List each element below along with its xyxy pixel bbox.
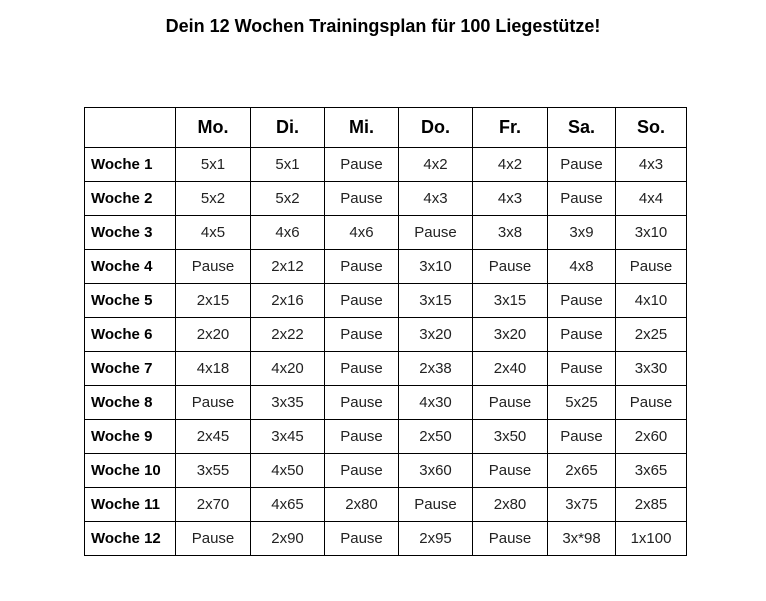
day-header-so: So. [616,108,687,148]
page-title: Dein 12 Wochen Trainingsplan für 100 Liegestütze! [165,16,601,36]
workout-cell: Pause [325,420,399,454]
week-label: Woche 7 [85,352,176,386]
table-row [85,250,687,284]
workout-cell: 3x15 [473,284,548,318]
workout-cell: 3x*98 [548,522,616,556]
table-row [85,148,687,182]
workout-cell: Pause [176,386,251,420]
table-row [85,352,687,386]
workout-cell: 2x25 [616,318,687,352]
week-label: Woche 3 [85,216,176,250]
workout-cell: Pause [616,386,687,420]
day-header-mo: Mo. [176,108,251,148]
workout-cell: Pause [399,488,473,522]
workout-cell: Pause [325,522,399,556]
workout-cell: 4x2 [473,148,548,182]
table-row [85,488,687,522]
workout-cell: 3x55 [176,454,251,488]
workout-cell: 4x6 [325,216,399,250]
workout-cell: Pause [548,352,616,386]
workout-cell: Pause [616,250,687,284]
workout-cell: Pause [473,522,548,556]
workout-cell: Pause [548,420,616,454]
workout-cell: 3x15 [399,284,473,318]
workout-cell: 4x50 [251,454,325,488]
day-header-do: Do. [399,108,473,148]
workout-cell: 4x3 [616,148,687,182]
table-row [85,420,687,454]
workout-cell: 4x18 [176,352,251,386]
workout-cell: 3x8 [473,216,548,250]
workout-cell: 2x40 [473,352,548,386]
table-row [85,182,687,216]
workout-cell: 2x45 [176,420,251,454]
workout-cell: 2x22 [251,318,325,352]
week-label: Woche 1 [85,148,176,182]
workout-cell: 4x2 [399,148,473,182]
workout-cell: 4x6 [251,216,325,250]
workout-cell: Pause [473,386,548,420]
workout-cell: 2x38 [399,352,473,386]
workout-cell: 5x2 [251,182,325,216]
workout-cell: 4x10 [616,284,687,318]
week-label: Woche 11 [85,488,176,522]
workout-cell: Pause [548,284,616,318]
workout-cell: Pause [548,318,616,352]
workout-cell: 1x100 [616,522,687,556]
day-header-di: Di. [251,108,325,148]
workout-cell: 3x75 [548,488,616,522]
workout-cell: 4x65 [251,488,325,522]
workout-cell: Pause [325,182,399,216]
workout-cell: 2x85 [616,488,687,522]
workout-cell: Pause [325,386,399,420]
workout-cell: 3x50 [473,420,548,454]
workout-cell: 3x30 [616,352,687,386]
table-row [85,284,687,318]
week-label: Woche 10 [85,454,176,488]
workout-cell: 2x90 [251,522,325,556]
workout-cell: Pause [176,250,251,284]
workout-cell: Pause [399,216,473,250]
workout-cell: 5x25 [548,386,616,420]
workout-cell: 5x1 [251,148,325,182]
table-row [85,386,687,420]
table-row [85,454,687,488]
workout-cell: 3x65 [616,454,687,488]
workout-cell: 4x3 [473,182,548,216]
workout-cell: 3x20 [473,318,548,352]
workout-cell: 5x2 [176,182,251,216]
week-label: Woche 5 [85,284,176,318]
workout-cell: Pause [548,182,616,216]
workout-cell: 4x8 [548,250,616,284]
workout-cell: 2x80 [325,488,399,522]
workout-cell: Pause [176,522,251,556]
corner-cell [85,108,176,148]
workout-cell: Pause [473,250,548,284]
workout-cell: 4x5 [176,216,251,250]
workout-cell: 4x30 [399,386,473,420]
header-row [85,108,687,148]
workout-cell: 2x60 [616,420,687,454]
workout-cell: 5x1 [176,148,251,182]
week-label: Woche 2 [85,182,176,216]
workout-cell: Pause [325,148,399,182]
workout-cell: 2x15 [176,284,251,318]
workout-cell: 3x9 [548,216,616,250]
workout-cell: 2x65 [548,454,616,488]
day-header-mi: Mi. [325,108,399,148]
week-label: Woche 4 [85,250,176,284]
workout-cell: 3x35 [251,386,325,420]
workout-cell: 3x20 [399,318,473,352]
training-plan-table [84,107,687,556]
workout-cell: 2x70 [176,488,251,522]
workout-cell: 2x95 [399,522,473,556]
workout-cell: 2x16 [251,284,325,318]
week-label: Woche 12 [85,522,176,556]
workout-cell: 4x3 [399,182,473,216]
workout-cell: Pause [325,284,399,318]
week-label: Woche 9 [85,420,176,454]
workout-cell: 3x60 [399,454,473,488]
workout-cell: 4x20 [251,352,325,386]
week-label: Woche 6 [85,318,176,352]
table-row [85,318,687,352]
workout-cell: 4x4 [616,182,687,216]
workout-cell: 2x12 [251,250,325,284]
workout-cell: Pause [325,318,399,352]
workout-cell: 3x10 [399,250,473,284]
workout-cell: Pause [548,148,616,182]
workout-cell: 3x10 [616,216,687,250]
day-header-fr: Fr. [473,108,548,148]
workout-cell: 2x80 [473,488,548,522]
workout-cell: Pause [473,454,548,488]
workout-cell: 2x50 [399,420,473,454]
table-row [85,216,687,250]
workout-cell: Pause [325,250,399,284]
workout-cell: 2x20 [176,318,251,352]
table-row [85,522,687,556]
workout-cell: Pause [325,454,399,488]
workout-cell: 3x45 [251,420,325,454]
week-label: Woche 8 [85,386,176,420]
workout-cell: Pause [325,352,399,386]
day-header-sa: Sa. [548,108,616,148]
